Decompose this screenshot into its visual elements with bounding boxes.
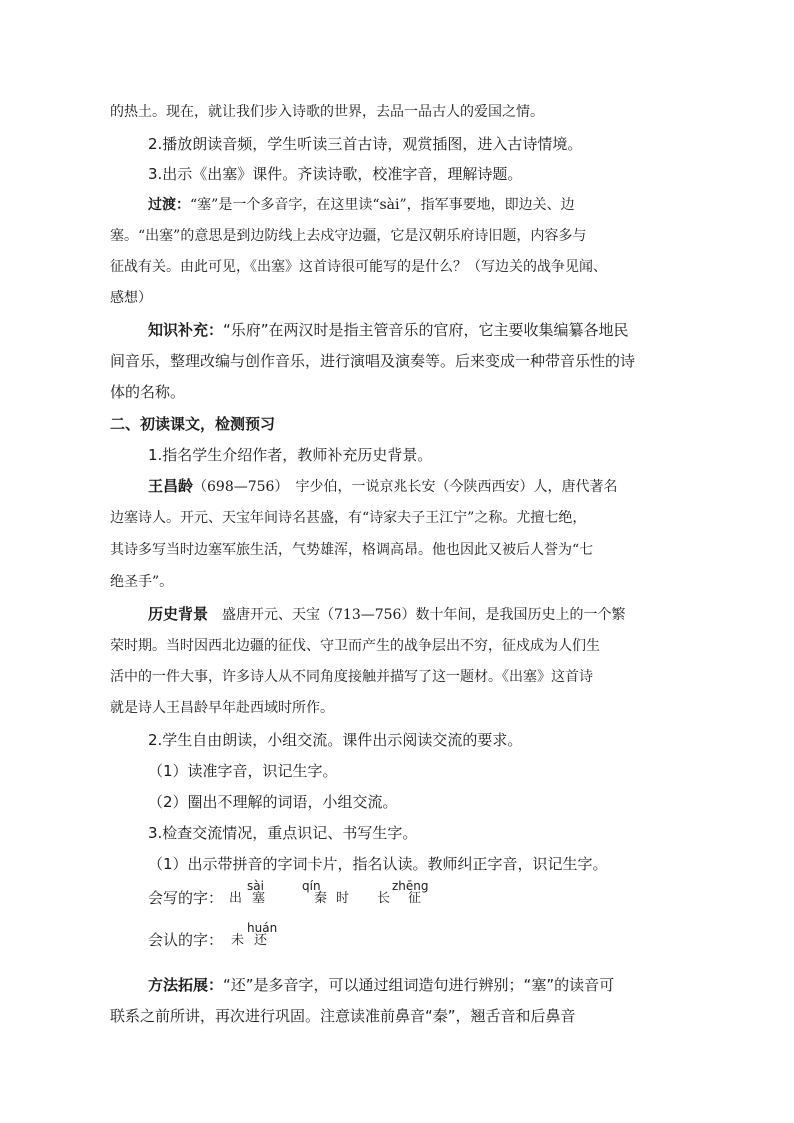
text: 边塞诗人。开元、天宝年间诗名甚盛，有“诗家夫子王江宁”之称。尤擅七绝，	[110, 510, 587, 526]
paragraph-line	[148, 604, 625, 625]
text: 二、初读课文，检测预习	[110, 415, 276, 433]
text: 体的名称。	[110, 383, 186, 401]
char-chu: 出	[229, 891, 243, 906]
text: 2.学生自由朗读，小组交流。课件出示阅读交流的要求。	[148, 731, 523, 749]
label-transition: 过渡：	[148, 197, 190, 213]
paragraph-line	[110, 636, 600, 656]
text: 2.播放朗读音频，学生听读三首古诗，观赏插图，进入古诗情境。	[148, 135, 583, 153]
text: （2）圈出不理解的词语，小组交流。	[148, 793, 398, 811]
text: “乐府”在两汉时是指主管音乐的官府，它主要收集编纂各地民	[223, 321, 629, 339]
paragraph-line	[148, 195, 575, 215]
text: （1）出示带拼音的字词卡片，指名认读。教师纠正字音，识记生字。	[148, 855, 608, 873]
paragraph-line	[110, 572, 173, 592]
text: “还”是多音字，可以通过组词造句进行辨别；“塞”的读音可	[223, 976, 615, 994]
char-huan: 还	[254, 933, 268, 948]
pinyin-sai: sài	[247, 879, 264, 893]
label-history: 历史背景	[148, 605, 209, 623]
pinyin-huan: huán	[247, 921, 278, 935]
text: 盛唐开元、天宝（713—756）数十年间，是我国历史上的一个繁	[208, 607, 626, 623]
paragraph-line	[110, 698, 334, 718]
char-wei: 未	[231, 933, 245, 948]
paragraph-line	[148, 761, 338, 781]
paragraph-line	[110, 351, 635, 371]
text: 1.指名学生介绍作者，教师补充历史背景。	[148, 446, 433, 464]
paragraph-line	[148, 320, 629, 340]
paragraph-line	[110, 667, 593, 687]
paragraph-line	[110, 288, 152, 308]
text: 征战有关。由此可见，《出塞》这首诗很可能写的是什么？（写边关的战争见闻、	[110, 259, 607, 275]
paragraph-line	[148, 476, 617, 497]
label-author: 王昌龄	[148, 477, 194, 495]
text: 绝圣手”。	[110, 574, 174, 590]
text: 其诗多写当时边塞军旅生活，气势雄浑，格调高昂。他也因此又被后人誉为“七	[110, 542, 594, 558]
paragraph-line	[148, 730, 522, 750]
paragraph-line	[148, 975, 614, 995]
text: 间音乐，整理改编与创作音乐，进行演唱及演奏等。后来变成一种带音乐性的诗	[110, 352, 636, 370]
text: 的热土。现在，就让我们步入诗歌的世界，去品一品古人的爱国之情。	[110, 104, 544, 120]
char-qin: 秦	[314, 891, 328, 906]
text: 会认的字：	[148, 931, 224, 949]
char-chang: 长	[377, 891, 391, 906]
text: 荣时期。当时因西北边疆的征伐、守卫而产生的战争层出不穷，征戍成为人们生	[110, 638, 600, 654]
text: （698—756） 宇少伯，一说京兆长安（今陕西西安）人，唐代著名	[193, 479, 618, 495]
label-knowledge: 知识补充：	[148, 321, 224, 339]
paragraph-line	[110, 382, 185, 402]
paragraph-line	[110, 540, 593, 560]
paragraph-line	[148, 445, 432, 465]
char-zheng: 征	[408, 891, 422, 906]
text: 就是诗人王昌龄早年赴西域时所作。	[110, 700, 334, 716]
paragraph-line	[110, 257, 607, 277]
text: 活中的一件大事，许多诗人从不同角度接触并描写了这一题材。《出塞》这首诗	[110, 669, 593, 685]
section-heading	[110, 414, 275, 434]
text: “塞”是一个多音字，在这里读“sài”，指军事要地，即边关、边	[190, 197, 575, 213]
char-sai: 塞	[252, 891, 266, 906]
paragraph-line	[148, 792, 398, 812]
paragraph-line	[148, 164, 522, 184]
write-chars-label	[148, 888, 223, 908]
paragraph-line	[110, 102, 544, 122]
pinyin-qin: qín	[302, 879, 321, 893]
paragraph-line	[148, 823, 417, 843]
text: 联系之前所讲，再次进行巩固。注意读准前鼻音“秦”，翘舌音和后鼻音	[110, 1007, 576, 1025]
text: 3.检查交流情况，重点识记、书写生字。	[148, 824, 418, 842]
read-chars-label	[148, 930, 223, 950]
paragraph-line	[110, 508, 586, 528]
char-shi: 时	[336, 891, 350, 906]
label-method: 方法拓展：	[148, 976, 224, 994]
paragraph-line	[148, 134, 582, 154]
text: （1）读准字音，识记生字。	[148, 762, 338, 780]
paragraph-line	[110, 226, 586, 246]
paragraph-line	[148, 854, 608, 874]
pinyin-zheng: zhēng	[392, 879, 429, 893]
text: 塞。“出塞”的意思是到边防线上去戍守边疆，它是汉朝乐府诗旧题，内容多与	[110, 228, 587, 244]
paragraph-line	[110, 1006, 576, 1026]
text: 3.出示《出塞》课件。齐读诗歌，校准字音，理解诗题。	[148, 165, 523, 183]
text: 感想）	[110, 290, 152, 306]
text: 会写的字：	[148, 889, 224, 907]
